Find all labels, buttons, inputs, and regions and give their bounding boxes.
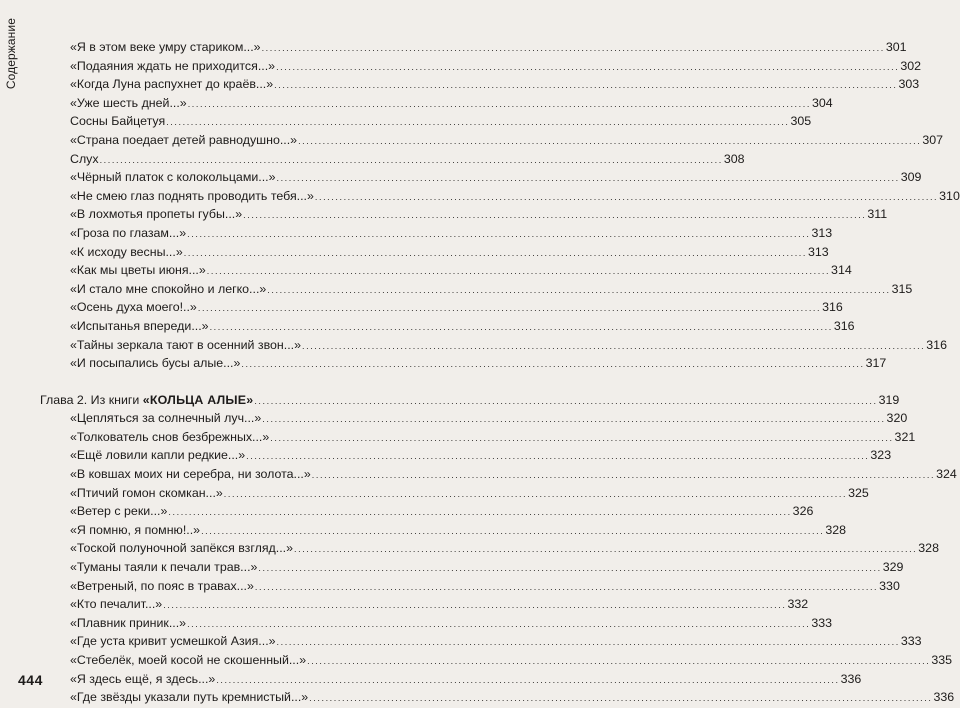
dot-leader (294, 540, 917, 559)
dot-leader (201, 522, 824, 541)
toc-entry-title: «Ещё ловили капли редкие...» (70, 448, 246, 463)
dot-leader (163, 596, 786, 615)
toc-entry (40, 651, 953, 670)
toc-entry-page: 317 (865, 356, 887, 371)
toc-entry-title: «И посыпались бусы алые...» (70, 356, 241, 371)
toc-entry-title: «Туманы таяли к печали трав...» (70, 560, 258, 575)
toc-entry-page: 307 (922, 132, 944, 147)
toc-entry (40, 484, 869, 503)
toc-entry (40, 150, 745, 169)
toc-entry (40, 75, 920, 94)
toc-entry (40, 539, 939, 558)
toc-entry (40, 187, 960, 206)
toc-entry-page: 320 (886, 411, 908, 426)
toc-entry-page: 326 (792, 504, 814, 519)
toc-entry (40, 428, 916, 447)
toc-entry-page: 332 (787, 597, 809, 612)
toc-entry (40, 168, 922, 187)
toc-entry (40, 336, 947, 355)
dot-leader (276, 58, 899, 77)
toc-entry-page: 321 (894, 429, 916, 444)
dot-leader (187, 615, 810, 634)
toc-entry-title: «Ветреный, по пояс в травах...» (70, 578, 254, 593)
running-header-text: Содержание (4, 18, 18, 90)
toc-entry-title: Слух (70, 151, 99, 166)
toc-section-2 (40, 409, 957, 707)
toc-entry-page: 301 (885, 40, 907, 54)
chapter-prefix: Глава 2. Из книги (40, 392, 143, 407)
toc-entry (40, 446, 892, 465)
dot-leader (277, 633, 900, 652)
toc-entry (40, 94, 833, 113)
toc-entry-title: «Гроза по глазам...» (70, 225, 187, 240)
table-of-contents (40, 38, 960, 707)
toc-entry (40, 280, 913, 299)
toc-entry-title: «Осень духа моего!..» (70, 300, 197, 315)
dot-leader (243, 206, 866, 225)
toc-entry-page: 316 (926, 337, 947, 352)
toc-entry-page: 328 (918, 541, 939, 556)
toc-entry-title: «Чёрный платок с колокольцами...» (70, 170, 276, 185)
page-number: 444 (18, 672, 43, 688)
toc-entry-page: 316 (833, 318, 855, 333)
toc-entry-title: «Я помню, я помню!..» (70, 522, 201, 537)
toc-entry-page: 333 (811, 615, 833, 630)
toc-entry-title: «Уже шесть дней...» (70, 95, 187, 110)
toc-entry-title: «Не смею глаз поднять проводить тебя...» (70, 188, 314, 203)
toc-entry-title: «Где звёзды указали путь кремнистый...» (70, 690, 309, 705)
dot-leader (262, 39, 885, 58)
toc-entry-page: 314 (831, 263, 852, 278)
toc-entry-title: «Кто печалит...» (70, 597, 163, 612)
toc-entry-page: 302 (900, 58, 922, 73)
toc-entry (40, 465, 957, 484)
dot-leader (276, 169, 899, 188)
dot-leader (255, 578, 878, 597)
toc-section-1 (40, 38, 960, 373)
toc-entry (40, 205, 888, 224)
toc-entry-page: 308 (723, 151, 745, 166)
toc-entry-title: «Птичий гомон скомкан...» (70, 485, 223, 500)
toc-entry-title: «Стебелёк, моей косой не скошенный...» (70, 653, 307, 667)
toc-entry (40, 38, 907, 57)
dot-leader (270, 429, 893, 448)
toc-entry-title: «Я здесь ещё, я здесь...» (70, 671, 216, 686)
toc-entry (40, 243, 829, 262)
dot-leader (241, 355, 864, 374)
toc-entry-title: «Подаяния ждать не приходится...» (70, 58, 276, 73)
toc-entry-title: Сосны Байцетуя (70, 114, 166, 129)
chapter-title (40, 391, 253, 410)
dot-leader (187, 225, 810, 244)
dot-leader (267, 281, 890, 300)
toc-entry-title: «Где уста кривит усмешкой Азия...» (70, 634, 276, 649)
toc-entry-page: 330 (879, 578, 900, 593)
chapter-page: 319 (878, 392, 900, 407)
toc-entry-page: 329 (882, 560, 904, 575)
dot-leader (258, 559, 881, 578)
toc-entry (40, 409, 908, 428)
toc-entry (40, 577, 900, 596)
toc-entry-page: 323 (870, 448, 892, 463)
dot-leader (210, 318, 833, 337)
toc-entry (40, 112, 812, 131)
dot-leader (166, 113, 789, 132)
toc-entry (40, 670, 862, 689)
dot-leader (198, 299, 821, 318)
toc-entry-page: 313 (808, 244, 829, 259)
dot-leader (262, 410, 885, 429)
chapter-heading (40, 391, 900, 410)
toc-entry-title: «К исходу весны...» (70, 244, 183, 259)
chapter-book-title: «КОЛЬЦА АЛЫЕ» (142, 392, 254, 407)
toc-entry (40, 688, 955, 707)
toc-entry-page: 309 (900, 170, 922, 185)
toc-entry-title: «И стало мне спокойно и легко...» (70, 281, 267, 296)
toc-entry-title: «В ковшах моих ни серебра, ни золота...» (70, 467, 311, 482)
toc-entry (40, 614, 833, 633)
dot-leader (216, 671, 839, 690)
dot-leader (254, 392, 877, 411)
toc-entry-title: «Тоской полуночной запёкся взгляд...» (70, 541, 293, 556)
toc-entry-title: «В лохмотья пропеты губы...» (70, 207, 243, 222)
toc-entry-title: «Плавник приник...» (70, 615, 187, 630)
toc-entry-page: 336 (933, 690, 955, 705)
toc-entry-page: 310 (939, 188, 960, 203)
toc-entry (40, 595, 809, 614)
toc-entry (40, 502, 814, 521)
dot-leader (188, 95, 811, 114)
toc-entry-title: «Цепляться за солнечный луч...» (70, 411, 262, 426)
toc-entry-page: 311 (867, 207, 888, 222)
toc-entry (40, 298, 843, 317)
toc-entry-page: 324 (936, 467, 957, 482)
dot-leader (298, 132, 921, 151)
dot-leader (309, 689, 932, 708)
dot-leader (168, 503, 791, 522)
toc-entry-title: «Ветер с реки...» (70, 504, 168, 519)
dot-leader (207, 262, 830, 281)
toc-entry (40, 354, 887, 373)
dot-leader (307, 652, 930, 671)
toc-entry-title: «Я в этом веке умру стариком...» (70, 40, 261, 54)
toc-entry-page: 313 (811, 225, 833, 240)
toc-entry (40, 632, 922, 651)
dot-leader (315, 188, 938, 207)
toc-entry-page: 328 (825, 522, 847, 537)
dot-leader (274, 76, 897, 95)
toc-entry-page: 335 (931, 653, 953, 667)
toc-entry (40, 261, 852, 280)
toc-entry-title: «Толкователь снов безбрежных...» (70, 429, 270, 444)
toc-entry-page: 336 (840, 671, 862, 686)
dot-leader (184, 244, 807, 263)
toc-entry (40, 131, 944, 150)
toc-entry-title: «Как мы цветы июня...» (70, 263, 206, 278)
toc-entry (40, 317, 855, 336)
toc-entry-page: 325 (848, 485, 869, 500)
toc-entry-page: 316 (822, 300, 843, 315)
toc-entry-title: «Тайны зеркала тают в осенний звон...» (70, 337, 301, 352)
toc-entry-page: 304 (811, 95, 833, 110)
toc-entry-page: 315 (891, 281, 913, 296)
section-gap (40, 373, 377, 391)
dot-leader (246, 447, 869, 466)
toc-entry-page: 305 (790, 114, 812, 129)
running-header (4, 18, 26, 158)
toc-entry-page: 333 (900, 634, 922, 649)
toc-entry (40, 521, 847, 540)
toc-entry (40, 57, 922, 76)
toc-entry-title: «Страна поедает детей равнодушно...» (70, 132, 298, 147)
toc-entry (40, 558, 904, 577)
toc-entry (40, 224, 833, 243)
toc-entry-title: «Когда Луна распухнет до краёв...» (70, 77, 274, 92)
toc-entry-title: «Испытанья впереди...» (70, 318, 209, 333)
toc-entry-page: 303 (898, 77, 920, 92)
dot-leader (100, 151, 723, 170)
dot-leader (224, 485, 847, 504)
dot-leader (302, 337, 925, 356)
dot-leader (312, 466, 935, 485)
